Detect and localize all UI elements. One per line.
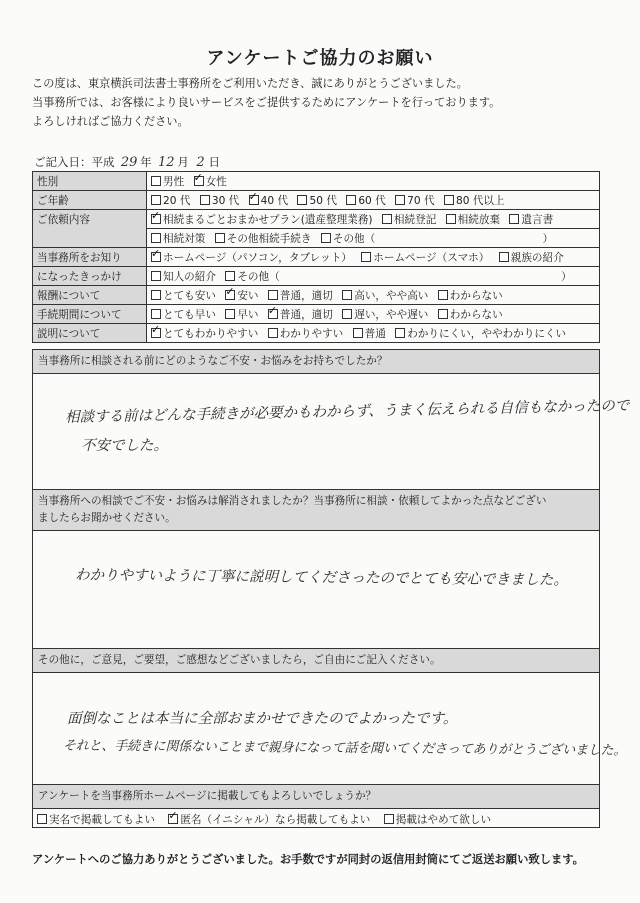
footer-note: アンケートへのご協力ありがとうございました。お手数ですが同封の返信用封筒にてご返送お願い致します。 bbox=[32, 853, 584, 866]
checkbox-checked[interactable] bbox=[151, 328, 161, 338]
checkbox[interactable] bbox=[215, 233, 225, 243]
checkbox-checked[interactable] bbox=[225, 290, 235, 300]
answer-field[interactable] bbox=[33, 531, 599, 648]
checkbox[interactable] bbox=[225, 271, 235, 281]
intro-line: この度は、東京横浜司法書士事務所をご利用いただき、誠にありがとうございました。 bbox=[32, 77, 468, 90]
checkbox[interactable] bbox=[268, 328, 278, 338]
intro-line: よろしければご協力ください。 bbox=[32, 115, 189, 128]
question-text: その他に，ご意見，ご要望，ご感想などございましたら，ご自由にご記入ください。 bbox=[33, 649, 599, 673]
option-inheritance-registration[interactable]: 相続登記 bbox=[382, 212, 436, 227]
option-slow[interactable]: 遅い，やや遅い bbox=[342, 307, 428, 322]
row-label: になったきっかけ bbox=[33, 267, 147, 286]
option-other[interactable]: その他（ bbox=[225, 269, 279, 284]
checkbox[interactable] bbox=[395, 328, 405, 338]
checkbox[interactable] bbox=[446, 214, 456, 224]
checkbox[interactable] bbox=[151, 195, 161, 205]
row-trigger-2 bbox=[33, 267, 600, 286]
row-age bbox=[33, 191, 600, 210]
option-expensive[interactable]: 高い，やや高い bbox=[342, 288, 428, 303]
option-real-name[interactable]: 実名で掲載してもよい bbox=[37, 812, 155, 827]
option-inheritance-planning[interactable]: 相続対策 bbox=[151, 231, 205, 246]
row-label: ご年齢 bbox=[33, 191, 147, 210]
checkbox[interactable] bbox=[151, 271, 161, 281]
checkbox-checked[interactable] bbox=[151, 214, 161, 224]
question-text: 当事務所への相談でご不安・お悩みは解消されましたか？当事務所に相談・依頼してよかった点などござい ましたらお聞かせください。 bbox=[33, 490, 599, 531]
option-70s[interactable]: 70 代 bbox=[395, 193, 434, 208]
survey-table bbox=[32, 171, 600, 343]
row-label: 性別 bbox=[33, 172, 147, 191]
checkbox[interactable] bbox=[37, 814, 47, 824]
checkbox-checked[interactable] bbox=[194, 176, 204, 186]
row-label: 報酬について bbox=[33, 286, 147, 305]
handwritten-answer: 不安でした。 bbox=[81, 438, 168, 454]
checkbox[interactable] bbox=[151, 290, 161, 300]
option-normal[interactable]: 普通 bbox=[353, 326, 386, 341]
option-appropriate[interactable]: 普通，適切 bbox=[268, 288, 333, 303]
checkbox[interactable] bbox=[297, 195, 307, 205]
option-40s[interactable]: ✓ 40 代 bbox=[249, 193, 288, 208]
row-request bbox=[33, 210, 600, 229]
option-unclear[interactable]: わかりにくい，ややわかりにくい bbox=[395, 326, 566, 341]
checkbox[interactable] bbox=[225, 309, 235, 319]
checkbox[interactable] bbox=[444, 195, 454, 205]
checkbox-checked[interactable] bbox=[151, 252, 161, 262]
date-day: 2 bbox=[196, 155, 205, 170]
checkbox-checked[interactable] bbox=[268, 309, 278, 319]
option-very-cheap[interactable]: とても安い bbox=[151, 288, 216, 303]
intro-line: 当事務所では、お客様により良いサービスをご提供するためにアンケートを行っております。 bbox=[32, 96, 501, 109]
handwritten-answer: わかりやすいように丁寧に説明してくださったのでとても安心できました。 bbox=[74, 567, 569, 589]
option-50s[interactable]: 50 代 bbox=[297, 193, 336, 208]
checkbox[interactable] bbox=[151, 309, 161, 319]
checkbox[interactable] bbox=[353, 328, 363, 338]
checkbox[interactable] bbox=[346, 195, 356, 205]
checkbox[interactable] bbox=[151, 233, 161, 243]
option-other[interactable]: その他（ bbox=[321, 231, 375, 246]
question-1 bbox=[32, 349, 630, 490]
option-renunciation[interactable]: 相続放棄 bbox=[446, 212, 500, 227]
option-male[interactable]: 男性 bbox=[151, 174, 184, 189]
checkbox[interactable] bbox=[384, 814, 394, 824]
handwritten-answer: 相談する前はどんな手続きが必要かもわからず、うまく伝えられる自信もなかったので bbox=[64, 398, 630, 426]
row-fee bbox=[33, 286, 600, 305]
option-family-referral[interactable]: 親族の紹介 bbox=[499, 250, 564, 265]
option-anonymous[interactable]: ✓ 匿名（イニシャル）なら掲載してもよい bbox=[168, 812, 370, 827]
checkbox[interactable] bbox=[268, 290, 278, 300]
option-homepage-pc[interactable]: ✓ ホームページ（パソコン，タブレット） bbox=[151, 250, 352, 265]
option-unknown[interactable]: わからない bbox=[438, 288, 503, 303]
row-label: ご依頼内容 bbox=[33, 210, 147, 248]
checkbox[interactable] bbox=[509, 214, 519, 224]
option-60s[interactable]: 60 代 bbox=[346, 193, 385, 208]
option-fast[interactable]: 早い bbox=[225, 307, 258, 322]
row-label: 当事務所をお知り bbox=[33, 248, 147, 267]
option-appropriate[interactable]: ✓ 普通，適切 bbox=[268, 307, 333, 322]
answer-field[interactable] bbox=[33, 374, 630, 492]
option-very-clear[interactable]: ✓ とてもわかりやすい bbox=[151, 326, 258, 341]
checkbox[interactable] bbox=[438, 290, 448, 300]
date-year: 29 bbox=[120, 155, 138, 170]
row-gender bbox=[33, 172, 600, 191]
checkbox[interactable] bbox=[438, 309, 448, 319]
row-label: 説明について bbox=[33, 324, 147, 343]
option-very-fast[interactable]: とても早い bbox=[151, 307, 216, 322]
checkbox[interactable] bbox=[342, 309, 352, 319]
option-female[interactable]: ✓ 女性 bbox=[194, 174, 227, 189]
checkbox[interactable] bbox=[382, 214, 392, 224]
checkbox[interactable] bbox=[395, 195, 405, 205]
option-cheap[interactable]: ✓ 安い bbox=[225, 288, 258, 303]
checkbox-checked[interactable] bbox=[168, 814, 178, 824]
option-will[interactable]: 遺言書 bbox=[509, 212, 553, 227]
question-2 bbox=[32, 489, 600, 649]
option-clear[interactable]: わかりやすい bbox=[268, 326, 344, 341]
paren-close: ） bbox=[561, 270, 572, 283]
page-title: アンケートご協力のお願い bbox=[206, 48, 434, 69]
paren-close: ） bbox=[542, 232, 554, 245]
option-homepage-smartphone[interactable]: ホームページ（スマホ） bbox=[361, 250, 489, 265]
option-full-plan[interactable]: ✓ 相続まるごとおまかせプラン(遺産整理業務) bbox=[151, 212, 373, 227]
option-80s-plus[interactable]: 80 代以上 bbox=[444, 193, 505, 208]
question-4 bbox=[32, 784, 600, 828]
option-20s[interactable]: 20 代 bbox=[151, 193, 190, 208]
row-label: 手続期間について bbox=[33, 305, 147, 324]
intro-text bbox=[32, 74, 612, 131]
option-30s[interactable]: 30 代 bbox=[200, 193, 239, 208]
question-text: 当事務所に相談される前にどのようなご不安・お悩みをお持ちでしたか？ bbox=[33, 350, 599, 374]
checkbox[interactable] bbox=[361, 252, 371, 262]
option-acquaintance-referral[interactable]: 知人の紹介 bbox=[151, 269, 216, 284]
checkbox[interactable] bbox=[499, 252, 509, 262]
option-no-publish[interactable]: 掲載はやめて欲しい bbox=[384, 812, 491, 827]
handwritten-answer: それと、手続きに関係ないことまで親身になって話を聞いてくださってありがとうございました。 bbox=[62, 738, 627, 759]
row-trigger bbox=[33, 248, 600, 267]
question-3 bbox=[32, 648, 627, 785]
checkbox[interactable] bbox=[151, 176, 161, 186]
entry-date: ご記入日：平成 29 年 12 月 2 日 bbox=[34, 155, 220, 170]
date-month: 12 bbox=[158, 155, 175, 170]
option-other-procedures[interactable]: その他相続手続き bbox=[215, 231, 312, 246]
checkbox[interactable] bbox=[342, 290, 352, 300]
date-label: ご記入日：平成 bbox=[34, 155, 115, 169]
row-explain bbox=[33, 324, 600, 343]
checkbox-checked[interactable] bbox=[249, 195, 259, 205]
checkbox[interactable] bbox=[200, 195, 210, 205]
handwritten-answer: 面倒なことは本当に全部おまかせできたのでよかったです。 bbox=[67, 711, 458, 727]
option-unknown[interactable]: わからない bbox=[438, 307, 503, 322]
answer-field[interactable] bbox=[33, 673, 627, 786]
question-text: アンケートを当事務所ホームページに掲載してもよろしいでしょうか？ bbox=[33, 785, 599, 809]
checkbox[interactable] bbox=[321, 233, 331, 243]
row-period bbox=[33, 305, 600, 324]
